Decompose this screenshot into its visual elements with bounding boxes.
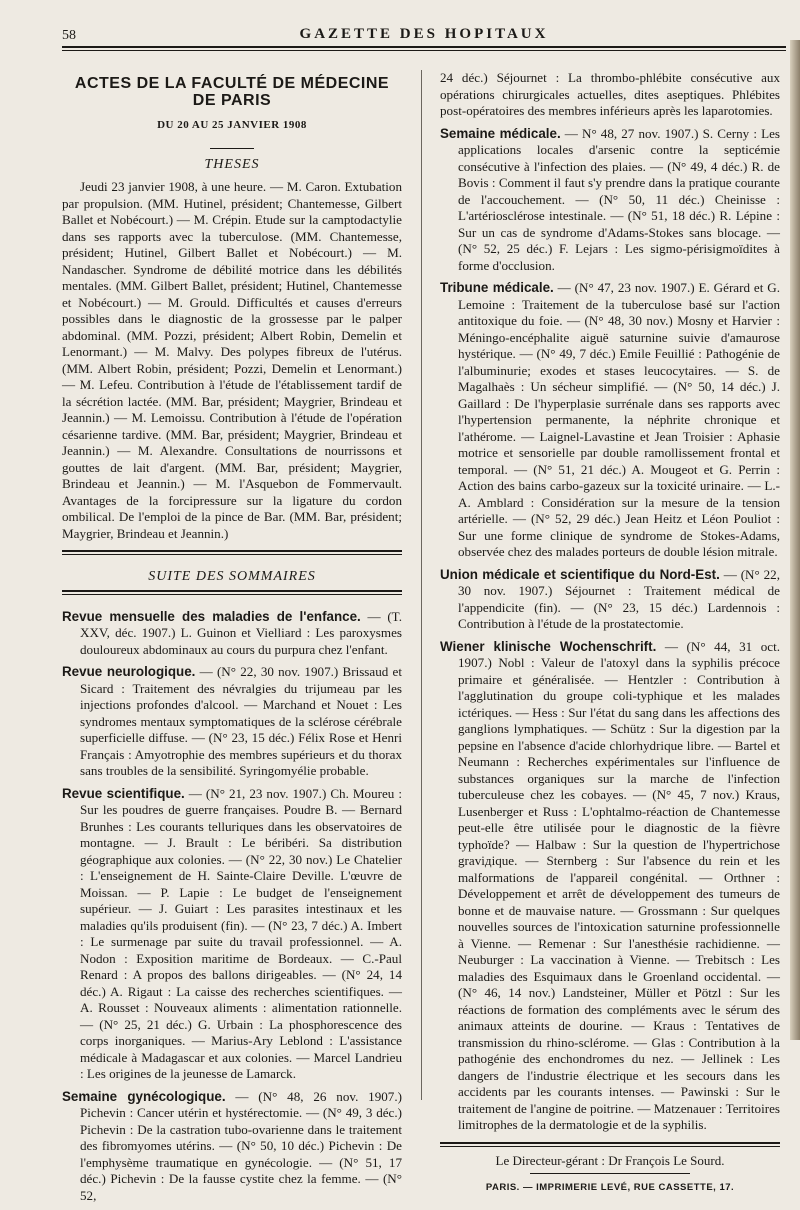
list-item (62, 664, 402, 780)
short-rule (210, 148, 254, 149)
entry-text: — (N° 22, 30 nov. 1907.) Séjournet : Traitement médical de l'appendicite (fin). — (N° 23, 15 déc.) Lardennois : Contribution à l'étude de la prostatectomie. (458, 566, 780, 631)
column-divider (421, 70, 422, 1100)
list-item (62, 609, 402, 659)
footer-rule (440, 1142, 780, 1147)
theses-heading: THESES (204, 156, 260, 172)
section-rule (62, 590, 402, 595)
journal-name: Wiener klinische Wochenschrift. (440, 638, 657, 654)
left-entries (62, 609, 402, 1205)
section-rule (62, 550, 402, 555)
right-column (440, 70, 780, 1197)
journal-name: Revue mensuelle des maladies de l'enfance. (62, 608, 361, 624)
journal-name: Revue scientifique. (62, 785, 185, 801)
list-item (440, 280, 780, 561)
list-item (440, 126, 780, 275)
entry-text: — (N° 21, 23 nov. 1907.) Ch. Moureu : Sur les poudres de guerre françaises. Poudre B. — Bernard Brunhes : Les courants telluriques dans les observatoires de montagne. — J. Brault : Le béribéri. Sa distribution géographique aux colonies. — (N° 22, 30 nov.) Le Chatelier : L'enseignement de H. Sainte-Claire Deville. L'œuvre de Moissan. — P. Lapie : Le budget de l'enseignement supérieur. — J. Guiart : Les parasites intestinaux et les maladies qu'ils produisent (fin). — (N° 23, 7 déc.) A. Imbert : Le surmenage par suite du travail professionnel. — A. Nodon : Exposition maritime de Bordeaux. — C.-Paul Renard : A propos des ballons dirigeables. — (N° 24, 14 déc.) A. Rigaut : La caisse des recherches scientifiques. — A. Rousset : Nouveaux aliments : alimentation rationnelle. — (N° 25, 21 déc.) G. Urbain : La phosphorescence des corps inorganiques. — Marius-Ary Leblond : L'assistance médicale à Madagascar et aux colonies. — Marcel Landrieu : Les origines de la jeunesse de Lamarck. (80, 785, 402, 1081)
header-rule (62, 46, 786, 51)
printer-imprint: PARIS. — IMPRIMERIE LEVÉ, RUE CASSETTE, 17. (485, 1182, 735, 1193)
entry-text: — N° 48, 27 nov. 1907.) S. Cerny : Les applications locales d'arsenic contre la septicémie consécutive à l'infection des plaies. — (N° 49, 4 déc.) R. de Bovis : Comment il faut s'y prendre dans la pratique courante de l'accouchement. — (N° 50, 11 déc.) Cheinisse : L'artériosclérose intestinale. — (N° 51, 18 déc.) R. Lépine : Sur un cas de syndrome d'Adams-Stokes sans blocage. — (N° 52, 25 déc.) F. Lejars : Les sigmo-périsigmoïdites à forme d'occlusion. (458, 125, 780, 273)
director-signature: Le Directeur-gérant : Dr François Le Sourd. (495, 1152, 725, 1168)
footer-short-rule (530, 1173, 690, 1174)
journal-name: Semaine gynécologique. (62, 1088, 226, 1104)
list-item (440, 567, 780, 633)
journal-name: Tribune médicale. (440, 280, 554, 295)
section-title: ACTES DE LA FACULTÉ DE MÉDECINE DE PARIS (74, 75, 390, 109)
entry-text: — (N° 47, 23 nov. 1907.) E. Gérard et G. Lemoine : Traitement de la tuberculose basé sur l'action antitoxique du foie. — (N° 48, 30 nov.) Mosny et Harvier : Méningo-encéphalite aiguë saturnine suivie d'amaurose hystérique. — (N° 49, 7 déc.) Emile Feuillié : Pathogénie de l'albuminurie; exodes et stases leucocytaires. — S. de Magalhaès : Un sécheur simplifié. — (N° 50, 14 déc.) J. Gaillard : De l'hyperplasie surrénale dans ses rapports avec l'hypertension permanente, la néphrite chronique et l'athérome. — Laignel-Lavastine et Jean Troisier : Aphasie motrice et sensorielle par double ramollissement frontal et temporal. — (N° 51, 21 déc.) A. Mougeot et G. Perrin : Action des bains carbo-gazeux sur la toxicité urinaire. — L.-A. Amblard : Considération sur la mesure de la tension artérielle. — (N° 52, 29 déc.) Jean Heitz et Léon Pouliot : Sur une forme clinique de syndrome de Stokes-Adams, observée chez des malades porteurs de double lésion mitrale. (458, 280, 780, 559)
section-subtitle: DU 20 AU 25 JANVIER 1908 (157, 119, 307, 131)
entry-text: — (N° 22, 30 nov. 1907.) Brissaud et Sicard : Traitement des névralgies du trijumeau par les injections profondes d'alcool. — Marchand et Nouet : Les syndromes mentaux symptomatiques de la sclérose cérébrale superficielle diffuse. — (N° 23, 15 déc.) Félix Rose et Henri Français : Amyotrophie des membres supérieurs et du thorax sans troubles de la sensibilité. Syringomyélie probable. (80, 664, 402, 778)
sommaires-heading: SUITE DES SOMMAIRES (148, 569, 316, 584)
theses-text: Jeudi 23 janvier 1908, à une heure. — M. Caron. Extubation par propulsion. (MM. Hutinel, président; Chantemesse, Gilbert Ballet et Nobécourt.) — M. Crépin. Etude sur la camptodactylie dans ses rapports avec la tuberculose. (MM. Chantemesse, président; Hutinel, Gilbert Ballet et Nobécourt.) — M. Nandascher. Syndrome de débilité motrice dans les débilités mentales. (MM. Gilbert Ballet, président; Hutinel, Chantemesse et Nobécourt.) — M. Grould. Difficultés et causes d'erreurs possibles dans le diagnostic de la grossesse par le palper abdominal. (MM. Pozzi, président; Albert Robin, Demelin et Lenormant.) — M. Malvy. Des polypes fibreux de l'utérus. (MM. Albert Robin, président; Pozzi, Demelin et Lenormant.) — M. Lefeu. Contribution à l'étude de l'établissement tardif de la sécrétion lactée. (MM. Bar, président; Maygrier, Brindeau et Jeannin.) — M. Lemoissu. Contribution à l'étude de l'opération césarienne tardive. (MM. Bar, président; Maygrier, Brindeau et Jeannin.) — M. Alexandre. Consultations de nourrissons et gouttes de lait d'argent. (MM. Bar, président; Maygrier, Brindeau et Jeannin.) — M. l'Asquebon de Fommervault. Avantages de la forcipressure sur la ligature du cordon ombilical. De l'emploi de la pince de Bar. (MM. Bar, président; Maygrier, Brindeau et Jeannin.) (62, 179, 402, 541)
list-item (62, 1089, 402, 1205)
entry-text: — (T. XXV, déc. 1907.) L. Guinon et Vielliard : Les paroxysmes douloureux abdominaux au cours du purpura chez l'enfant. (80, 608, 402, 657)
entry-text: — (N° 48, 26 nov. 1907.) Pichevin : Cancer utérin et hystérectomie. — (N° 49, 3 déc.) Pichevin : De la castration tubo-ovarienne dans le traitement des fibromyomes utérins. — (N° 50, 10 déc.) Pichevin : De l'emphysème traumatique en gynécologie. — (N° 51, 17 déc.) Pichevin : De la fausse cystite chez la femme. — (N° 52, (80, 1088, 402, 1203)
binding-edge (790, 40, 800, 1040)
journal-name: Semaine médicale. (440, 125, 561, 141)
entry-text: — (N° 44, 31 oct. 1907.) Nobl : Valeur de l'atoxyl dans la syphilis précoce primaire et généralisée. — Hentzler : Contribution à l'agglutination du groupe coli-typhique et les malades ictériques. — Hess : Sur l'état du sang dans les affections des ganglions lymphatiques. — Schütz : Sur la digestion par la pepsine en l'absence d'acide chlorhydrique libre. — Bartel et Neumann : Recherches expérimentales sur l'influence de substances organiques sur la marche de l'infection tuberculeuse chez les cobayes. — (N° 45, 7 nov.) Kraus, Lusenberger et Russ : L'ophtalmo-réaction de Chantemesse peut-elle être utilisée pour le diagnostic de la fièvre typhoïde? — Halbaw : Sur la question de l'hypertrichose graviдique. — Sternberg : Sur l'absence du rein et les malformations de l'appareil congénital. — Orthner : Développement et arrêt de développement des tumeurs de bonne et de mauvaise nature. — Grossmann : Sur quelques nouvelles sources de l'intoxication saturnine professionnelle à Vienne. — Remenar : Sur l'anesthésie rachidienne. — Neuburger : La vaccination à Vienne. — Trebitsch : Les maladies des Esquimaux dans le Groenland occidental. — (N° 46, 14 nov.) Landsteiner, Müller et Pötzl : Sur les réactions de formation des compléments avec le sérum des animaux atteints de dourine. — Kraus : Tentatives de transmission du rhino-sclérome. — Glas : Contribution à la pathogénie des enchondromes du nez. — Jellinek : Les dangers de l'industrie électrique et les secours dans les accidents par les courants intenses. — Pawinski : Sur le traitement de l'angine de poitrine. — Matzenauer : Territoires limitrophes de la dermatologie et de la syphilis. (458, 638, 780, 1132)
page-number: 58 (62, 28, 76, 43)
list-item (62, 786, 402, 1083)
running-title: GAZETTE DES HOPITAUX (299, 26, 549, 42)
continuation-text: 24 déc.) Séjournet : La thrombo-phlébite consécutive aux opérations chirurgicales actuelles, dites aseptiques. Phlébites post-opératoires des membres inférieurs après les laparotomies. (440, 70, 780, 118)
list-item (440, 639, 780, 1134)
left-column (62, 70, 402, 1210)
journal-name: Revue neurologique. (62, 664, 196, 679)
journal-name: Union médicale et scientifique du Nord-Est. (440, 566, 720, 582)
